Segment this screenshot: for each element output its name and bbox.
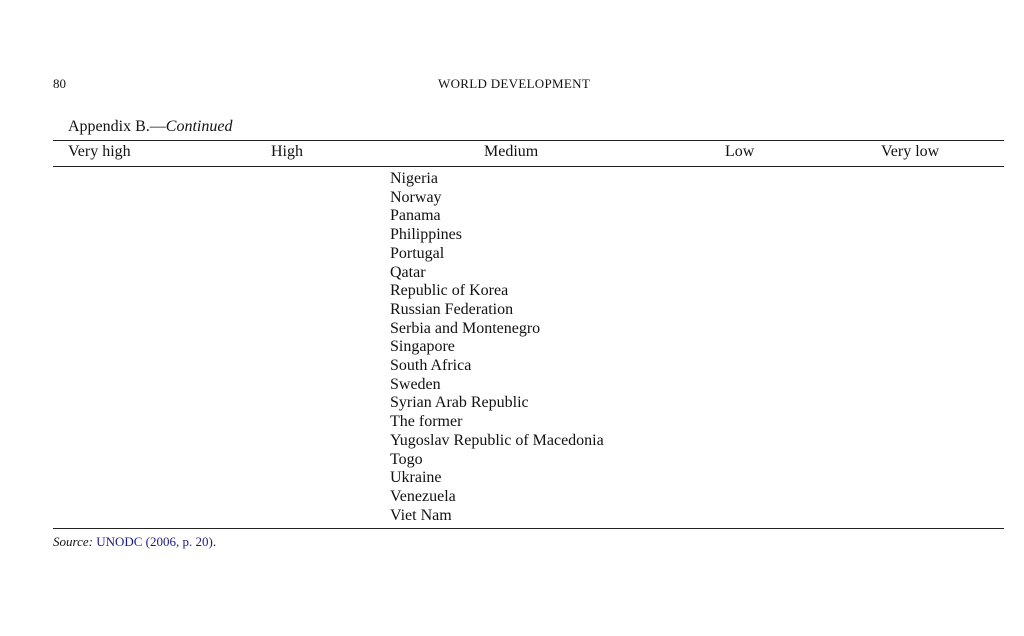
table-cell-medium: Nigeria	[390, 170, 438, 187]
table-cell-medium: Philippines	[390, 226, 463, 244]
table-cell-medium: Panama	[390, 207, 441, 225]
table-source-note	[53, 534, 216, 550]
table-cell-medium: Ukraine	[390, 469, 442, 487]
table-cell-medium: Qatar	[390, 263, 426, 281]
caption-prefix: Appendix B.—	[68, 118, 166, 135]
table-cell-medium: The former	[390, 413, 463, 431]
table-bottom-rule	[53, 528, 1004, 529]
column-header-very-high: Very high	[68, 143, 131, 160]
source-tail: .	[212, 534, 217, 549]
caption-continued: Continued	[165, 118, 233, 135]
table-cell-medium: Venezuela	[390, 487, 456, 505]
table-cell-medium: Russian Federation	[390, 300, 514, 318]
table-header-rule	[53, 166, 1004, 167]
table-cell-medium: Republic of Korea	[390, 282, 509, 300]
medium-column-list	[390, 170, 604, 525]
page-number: 80	[53, 76, 66, 91]
column-header-high: High	[271, 143, 303, 160]
running-head: WORLD DEVELOPMENT	[438, 76, 591, 91]
table-cell-medium: Yugoslav Republic of Macedonia	[390, 431, 604, 449]
table-cell-medium: Sweden	[390, 375, 441, 393]
table-cell-medium: Portugal	[390, 244, 445, 262]
table-cell-medium: Singapore	[390, 338, 455, 356]
column-header-very-low: Very low	[881, 143, 940, 160]
column-header-medium: Medium	[484, 143, 539, 160]
column-header-low: Low	[725, 143, 755, 160]
source-reference-link[interactable]: UNODC (2006, p. 20)	[96, 534, 213, 549]
table-cell-medium: Serbia and Montenegro	[390, 319, 541, 337]
table-top-rule	[53, 140, 1004, 141]
table-cell-medium: Norway	[390, 188, 442, 206]
table-caption	[68, 118, 232, 136]
source-label: Source:	[53, 534, 93, 549]
table-cell-medium: South Africa	[390, 357, 472, 375]
table-cell-medium: Togo	[390, 450, 423, 468]
table-cell-medium: Viet Nam	[390, 506, 452, 524]
table-cell-medium: Syrian Arab Republic	[390, 394, 529, 412]
